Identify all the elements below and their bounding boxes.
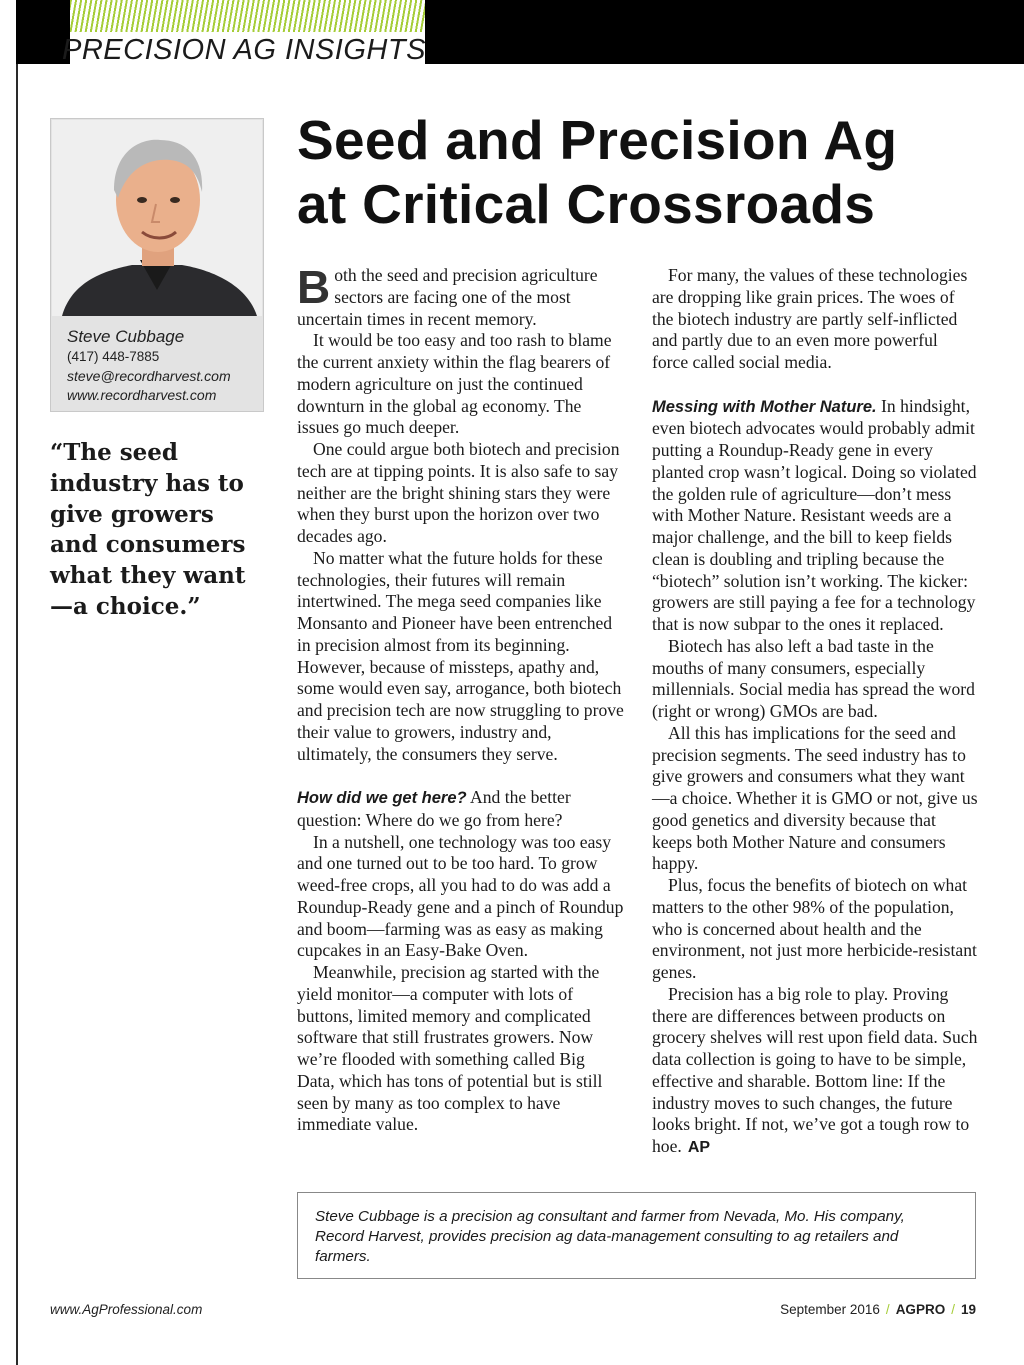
paragraph: Messing with Mother Nature. In hindsight, even biotech advocates would probably admit putting a Roundup-Ready gene in every planted crop wasn’t logical. Doing so violated the golden rule of agriculture—don’t mess with Mother Nature. Resistant weeds are a major challenge, and the bill to keep fields clean is doubling and tripling because the “biotech” solution isn’t working. The kicker: growers are still paying a fee for a technology that is now subpar to the ones it replaced. — [652, 395, 977, 634]
footer-separator: / — [951, 1302, 955, 1317]
paragraph: Both the seed and precision agriculture sectors are facing one of the most uncertain times in recent memory. — [297, 261, 598, 329]
paragraph: One could argue both biotech and precision tech are at tipping points. It is also safe to say neither are the bright shining stars they were when they burst upon the horizon over two decades ago. — [297, 439, 620, 546]
footer-separator: / — [885, 1302, 890, 1317]
author-contact — [67, 326, 231, 405]
headline-line-1: Seed and Precision Ag — [297, 109, 898, 171]
paragraph: No matter what the future holds for these technologies, their futures will remain intertwined. The mega seed companies like Monsanto and Pioneer have been entrenched in precision almost from its beginning. However, because of missteps, apathy and, some would even say, arrogance, both biotech and precision tech are now struggling to prove their value to growers, industry and, ultimately, the consumers they serve. — [297, 547, 624, 764]
paragraph: For many, the values of these technologies are dropping like grain prices. The woes of the biotech industry are partly self-inflicted and partly due to an even more powerful force called social media. — [652, 265, 968, 372]
paragraph: Plus, focus the benefits of biotech on what matters to the other 98% of the population, who is concerned about health and the environment, not just more herbicide-resistant genes. — [652, 875, 977, 982]
drop-cap: B — [297, 261, 331, 313]
header-bar — [425, 0, 1024, 64]
paragraph: In a nutshell, one technology was too easy and one turned out to be too hard. To grow weed-free crops, all you had to do was add a Roundup-Ready gene and a pinch of Roundup and boom—farming was as easy as making cupcakes in an Easy-Bake Oven. — [297, 831, 624, 961]
footer-date: September 2016 — [780, 1302, 880, 1317]
article-headline — [297, 108, 997, 236]
paragraph: It would be too easy and too rash to blame the current anxiety within the flag bearers of modern agriculture on just the continued downturn in the global ag economy. The issues go much deeper. — [297, 330, 612, 438]
author-website[interactable]: www.recordharvest.com — [67, 387, 217, 403]
paragraph: Biotech has also left a bad taste in the mouths of many consumers, especially millennials. Social media has spread the word (right or wrong) GMOs are bad. — [652, 635, 975, 721]
author-bio-box: Steve Cubbage is a precision ag consultant and farmer from Nevada, Mo. His company, Record Harvest, provides precision ag data-management consulting to ag retailers and farmers. — [297, 1192, 976, 1279]
author-card — [50, 118, 264, 412]
paragraph: All this has implications for the seed and precision segments. The seed industry has to give growers and consumers what they want—a choice. Whether it is GMO or not, give us good genetics and diversity because that keeps both Mother Nature and consumers happy. — [652, 722, 978, 874]
section-label: PRECISION AG INSIGHTS — [62, 34, 426, 66]
page-left-rule — [16, 0, 18, 1365]
article-column-2 — [652, 265, 978, 1159]
header-stripes — [70, 0, 425, 32]
footer-page-number: 19 — [960, 1302, 976, 1317]
footer-folio — [780, 1302, 976, 1317]
paragraph: Precision has a big role to play. Proving there are differences between products on grocery shelves will rest upon field data. Such data collection is going to have to be simple, effective and sharable. Bottom line: If the industry moves to such changes, the future looks bright. If not, we’ve got a tough row to hoe. AP — [652, 983, 978, 1156]
end-mark: AP — [687, 1139, 711, 1156]
author-portrait-icon — [52, 120, 262, 316]
article-column-1 — [297, 261, 625, 1136]
subhead-messing-with-mother-nature: Messing with Mother Nature. — [652, 397, 877, 416]
subhead-how-did-we-get-here: How did we get here? — [297, 789, 467, 807]
author-photo — [52, 120, 262, 316]
paragraph: Meanwhile, precision ag started with the yield monitor—a computer with lots of buttons, limited memory and complicated software that still frustrates growers. Now we’re flooded with something called Big Data, which has tons of potential but is still seen by many as too complex to have immediate value. — [297, 962, 603, 1135]
author-email[interactable]: steve@recordharvest.com — [67, 368, 231, 384]
author-phone: (417) 448-7885 — [67, 349, 160, 364]
paragraph: How did we get here? And the better question: Where do we go from here? — [297, 787, 571, 830]
footer-website[interactable]: www.AgProfessional.com — [50, 1302, 203, 1317]
pull-quote: “The seed industry has to give growers and consumers what they want—a choice.” — [50, 439, 246, 620]
footer-magazine: AGPRO — [895, 1302, 946, 1317]
author-name: Steve Cubbage — [67, 327, 185, 346]
headline-line-2: at Critical Crossroads — [297, 173, 876, 235]
